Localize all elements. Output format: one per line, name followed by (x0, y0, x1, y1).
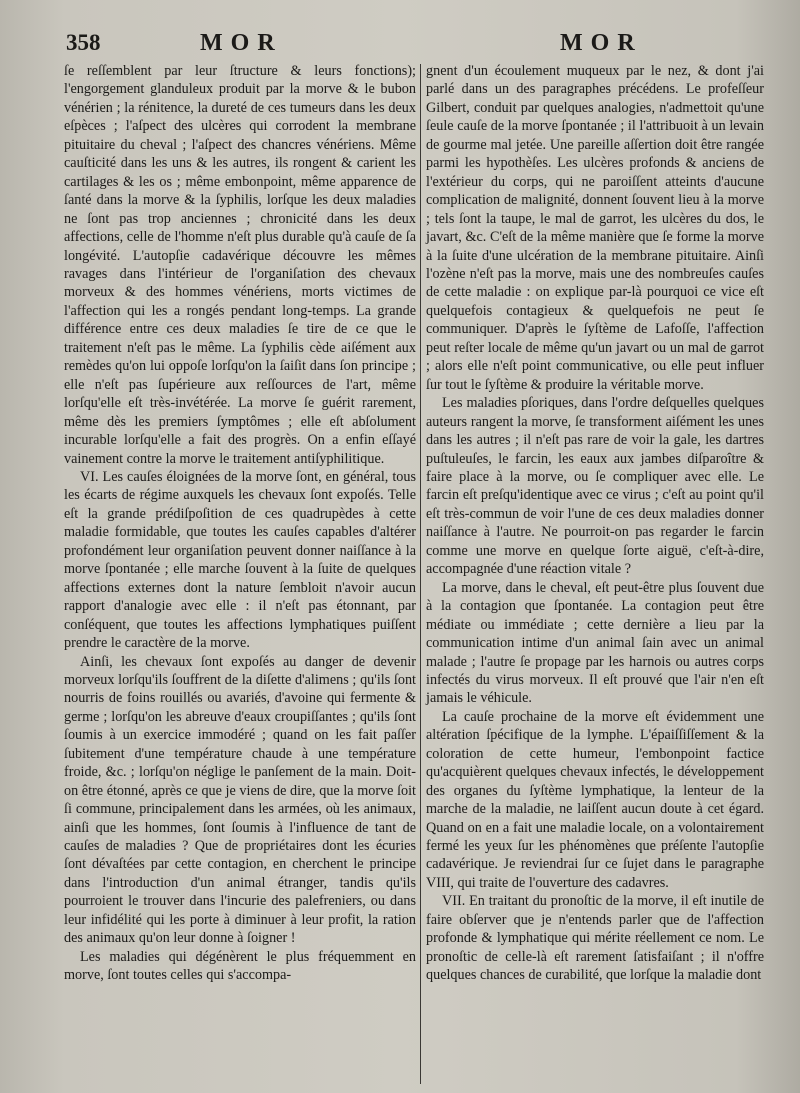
running-head-left: MOR (200, 30, 283, 56)
page-number: 358 (66, 30, 101, 55)
paragraph: Les maladies pſoriques, dans l'ordre deſquelles quelques auteurs rangent la morve, ſe transforment aiſément les unes dans les autres ; il n'eſt pas rare de voir la gale, les dartres puſtuleuſes, le farcin, les eaux aux jambes diſparoître & faire place à la morve, ou ſe compliquer avec elle. Le farcin eſt preſqu'identique avec ce virus ; c'eſt au point qu'il eſt très-commun de voir l'une de ces deux maladies donner naiſſance à l'autre. Ne pourroit-on pas regarder le farcin comme une morve en quelque ſorte aiguë, c'eſt-à-dire, accompagnée d'une réaction vitale ? (426, 395, 764, 578)
column-divider (420, 64, 421, 1084)
paragraph: Les maladies qui dégénèrent le plus fréquemment en morve, ſont toutes celles qui s'accompa- (64, 948, 416, 984)
right-column (426, 62, 764, 985)
paragraph: ſe reſſemblent par leur ſtructure & leurs fonctions); l'engorgement glanduleux produit par la morve & le bubon vénérien ; la rénitence, la dureté de ces tumeurs dans les deux eſpèces ; l'aſpect des ulcères qui corrodent la membrane pituitaire du cheval ; l'aſpect des chancres vénériens. Même cauſticité dans les uns & les autres, ils rongent & carient les cartilages & les os ; même embonpoint, même apparence de ſanté dans la morve & la ſyphilis, lorſque les deux maladies ne ſont pas trop anciennes ; chronicité dans les deux affections, celle de l'homme n'eſt plus durable qu'à cauſe de ſa longévité. L'autopſie cadavérique découvre les mêmes ravages dans l'intérieur de l'organiſation des chevaux morveux & des hommes vénériens, morts victimes de l'affection qui les a rongés pendant long-temps. La grande différence entre ces deux maladies ſe tire de ce que le traitement n'eſt pas le même. La ſyphilis cède aiſément aux remèdes qu'on lui oppoſe lorſqu'on la ſaiſit dans ſon principe ; elle n'eſt pas ſupérieure aux reſſources de l'art, même lorſqu'elle eſt très-invétérée. La morve ſe guérit rarement, même dès les premiers ſymptômes ; elle eſt abſolument incurable lorſqu'elle a fait des progrès. On a enfin eſſayé vainement contre la morve le traitement antiſyphilitique. (64, 63, 416, 467)
paragraph: La morve, dans le cheval, eſt peut-être plus ſouvent due à la contagion que ſpontanée. La contagion peut être médiate ou immédiate ; cette dernière a lieu par la communication intime d'un animal ſain avec un animal malade ; l'autre ſe propage par les harnois ou autres corps infectés du virus morveux. Il eſt prouvé que l'air n'en eſt jamais le véhicule. (426, 579, 764, 707)
paragraph: VII. En traitant du pronoſtic de la morve, il eſt inutile de faire obſerver que je n'entends parler que de l'affection profonde & lymphatique qui mérite réellement ce nom. Le pronoſtic de celle-là eſt rarement ſatisfaiſant ; il n'offre quelques chances de curabilité, que lorſque la maladie dont (426, 893, 764, 984)
paragraph: Ainſi, les chevaux ſont expoſés au danger de devenir morveux lorſqu'ils ſouffrent de la diſette d'alimens ; qu'ils ſont nourris de foins rouillés ou avariés, d'avoine qui fermente & germe ; lorſqu'on les abreuve d'eaux croupiſſantes ; qu'ils ſont ſoumis à un exercice immodéré ; quand on les fait paſſer ſubitement d'une température chaude à une température froide, &c. ; lorſqu'on néglige le panſement de la main. Doit-on être étonné, après ce que je viens de dire, que la morve ſoit ſi commune, principalement dans les armées, où les animaux, ainſi que les hommes, ſont ſoumis à l'influence de tant de cauſes de maladies ? Que de propriétaires dont les écuries ſont dévaſtées par cette contagion, en cherchent le principe dans l'introduction d'un animal étranger, tandis qu'ils pourroient le trouver dans l'incurie des palefreniers, ou dans leur infidélité qui les porte à diminuer à leur profit, la ration des animaux qu'on leur donne à ſoigner ! (64, 653, 416, 947)
paragraph: gnent d'un écoulement muqueux par le nez, & dont j'ai parlé dans un des paragraphes précédens. Le profeſſeur Gilbert, conduit par quelques analogies, n'admettoit qu'une ſeule cauſe de la morve ſpontanée ; il l'attribuoit à un levain de gourme mal jetée. Une pareille aſſertion doit être rangée parmi les hypothèſes. Les ulcères profonds & anciens de l'extérieur du corps, qui ne paroiſſent atteints d'aucune complication de malignité, donnent ſouvent lieu à la morve ; tels ſont la taupe, le mal de garrot, les ulcères du dos, le javart, &c. C'eſt de la même manière que ſe forme la morve à la ſuite d'une ulcération de la membrane pituitaire. Ainſi l'ozène n'eſt pas la morve, mais une des nombreuſes cauſes de cette maladie : on explique par-là pourquoi ce vice eſt quelquefois contagieux & quelquefois ne peut ſe communiquer. D'après le ſyſtème de Lafoſſe, l'affection peut reſter locale de même qu'un javart ou un mal de garrot ; alors elle n'eſt point communicative, ou elle peut influer ſur tout le ſyſtème & produire la véritable morve. (426, 63, 764, 393)
left-column (64, 62, 416, 985)
paragraph: VI. Les cauſes éloignées de la morve ſont, en général, tous les écarts de régime auxquels les chevaux ſont expoſés. Telle eſt la grande prédiſpoſition de ces quadrupèdes à cette maladie formidable, que toutes les cauſes capables d'altérer profondément leur organiſation peuvent donner naiſſance à la morve ſpontanée ; elle marche ſouvent à la ſuite de quelques affections externes dont la nature ſembloit n'avoir aucun rapport d'analogie avec elle : il n'eſt pas étonnant, par conſéquent, que toutes les affections lymphatiques puiſſent prendre le caractère de la morve. (64, 468, 416, 652)
paragraph: La cauſe prochaine de la morve eſt évidemment une altération ſpécifique de la lymphe. L'épaiſſiſſement & la coloration de cette humeur, l'embonpoint factice qu'acquièrent quelques chevaux infectés, le développement des organes du ſyſtème lymphatique, la lenteur de la marche de la maladie, ne laiſſent aucun doute à cet égard. Quand on en a fait une maladie locale, on a volontairement fermé les yeux ſur les phénomènes que préſente l'autopſie cadavérique. Je reviendrai ſur ce ſujet dans le paragraphe VIII, qui traite de l'ouverture des cadavres. (426, 708, 764, 891)
running-head-right: MOR (560, 30, 643, 56)
